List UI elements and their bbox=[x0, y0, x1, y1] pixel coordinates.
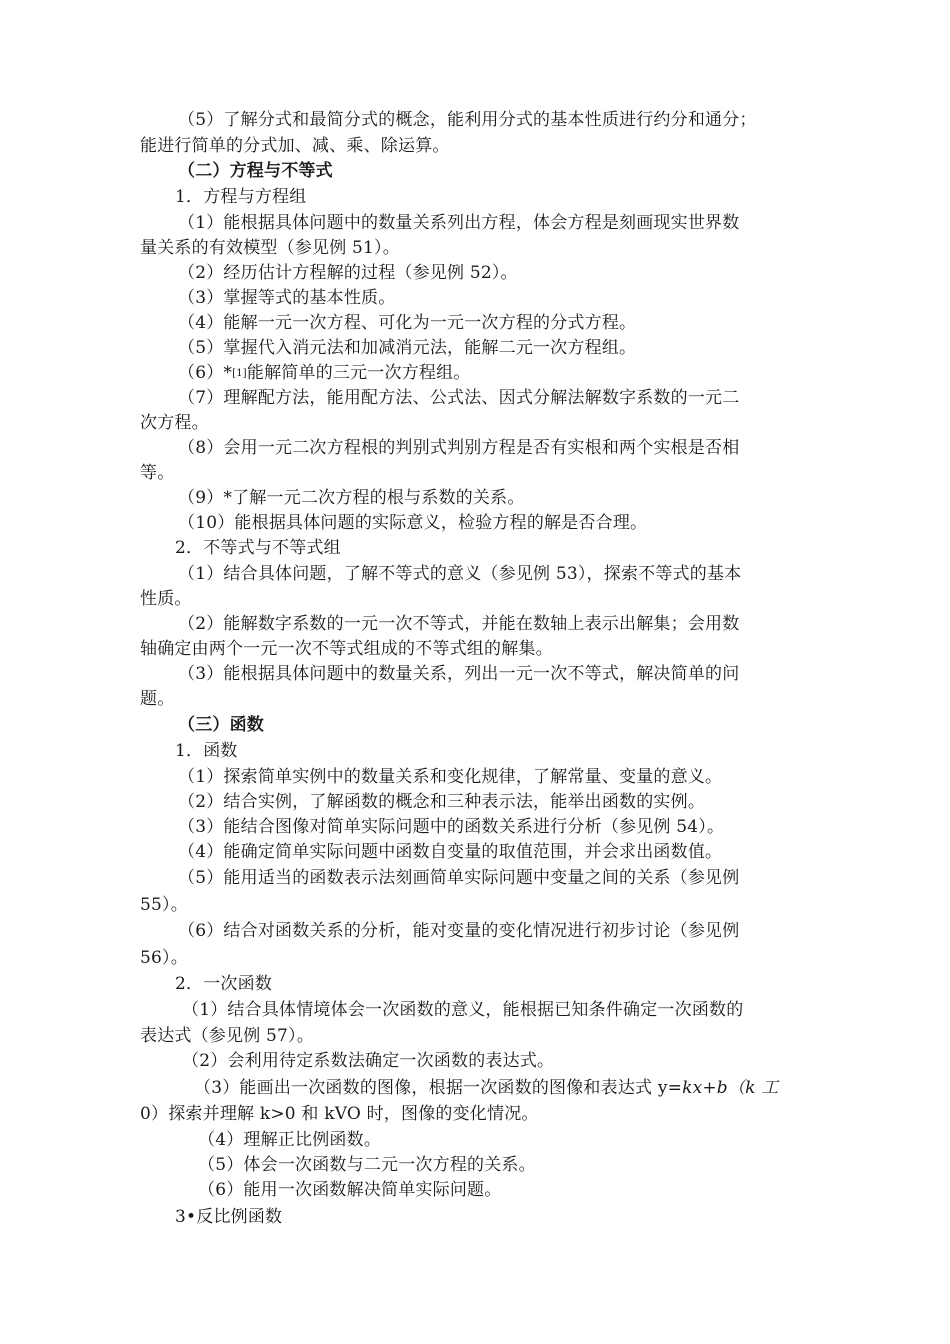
subsection-heading: 2．一次函数 bbox=[175, 974, 273, 994]
item-marker: （6）* bbox=[178, 363, 233, 383]
footnote-reference[interactable]: [1] bbox=[232, 368, 247, 379]
paragraph-line: （5）能用适当的函数表示法刻画简单实际问题中变量之间的关系（参见例 bbox=[178, 868, 740, 888]
paragraph-line: （2）结合实例，了解函数的概念和三种表示法，能举出函数的实例。 bbox=[178, 792, 706, 812]
item-text: （3）能画出一次函数的图像，根据一次函数的图像和表达式 y= bbox=[194, 1078, 683, 1098]
paragraph-line: （1）结合具体情境体会一次函数的意义，能根据已知条件确定一次函数的 bbox=[182, 1000, 744, 1020]
paragraph-line: （6）结合对函数关系的分析，能对变量的变化情况进行初步讨论（参见例 bbox=[178, 921, 740, 941]
paragraph-line: （3）掌握等式的基本性质。 bbox=[178, 288, 396, 308]
paragraph-line: （7）理解配方法，能用配方法、公式法、因式分解法解数字系数的一元二 bbox=[178, 388, 740, 408]
formula-text: kx+b（k 工 bbox=[682, 1078, 779, 1098]
item-text: 能解简单的三元一次方程组。 bbox=[246, 363, 471, 383]
paragraph-line: （6）能用一次函数解决简单实际问题。 bbox=[198, 1180, 502, 1200]
paragraph-line: （5）了解分式和最简分式的概念，能利用分式的基本性质进行约分和通分； bbox=[178, 110, 757, 130]
paragraph-line: （2）经历估计方程解的过程（参见例 52）。 bbox=[178, 263, 518, 283]
paragraph-line: 轴确定由两个一元一次不等式组成的不等式组的解集。 bbox=[140, 639, 553, 659]
paragraph-line: 等。 bbox=[140, 463, 175, 483]
section-heading: （三）函数 bbox=[178, 715, 264, 735]
paragraph-line: 能进行简单的分式加、减、乘、除运算。 bbox=[140, 136, 450, 156]
paragraph-line: （5）体会一次函数与二元一次方程的关系。 bbox=[198, 1155, 536, 1175]
paragraph-line: （1）探索简单实例中的数量关系和变化规律，了解常量、变量的意义。 bbox=[178, 767, 723, 787]
paragraph-line: （4）理解正比例函数。 bbox=[198, 1130, 382, 1150]
paragraph-line: （4）能解一元一次方程、可化为一元一次方程的分式方程。 bbox=[178, 313, 637, 333]
paragraph-line: （2）会利用待定系数法确定一次函数的表达式。 bbox=[182, 1051, 555, 1071]
paragraph-line: （8）会用一元二次方程根的判别式判别方程是否有实根和两个实根是否相 bbox=[178, 438, 740, 458]
section-heading: （二）方程与不等式 bbox=[178, 161, 333, 181]
paragraph-line bbox=[178, 361, 858, 386]
paragraph-line bbox=[194, 1076, 874, 1100]
paragraph-line: （5）掌握代入消元法和加减消元法，能解二元一次方程组。 bbox=[178, 338, 637, 358]
paragraph-line: 次方程。 bbox=[140, 413, 209, 433]
paragraph-line: 题。 bbox=[140, 689, 175, 709]
paragraph-line: （9）*了解一元二次方程的根与系数的关系。 bbox=[178, 488, 525, 508]
subsection-heading: 3•反比例函数 bbox=[175, 1207, 283, 1227]
paragraph-line: （1）结合具体问题，了解不等式的意义（参见例 53），探索不等式的基本 bbox=[178, 564, 742, 584]
paragraph-line: 性质。 bbox=[140, 589, 192, 609]
paragraph-line: （2）能解数字系数的一元一次不等式，并能在数轴上表示出解集；会用数 bbox=[178, 614, 740, 634]
paragraph-line: 55）。 bbox=[140, 895, 188, 915]
paragraph-line: 表达式（参见例 57）。 bbox=[140, 1026, 314, 1046]
subsection-heading: 1．函数 bbox=[175, 741, 238, 761]
paragraph-line: （1）能根据具体问题中的数量关系列出方程，体会方程是刻画现实世界数 bbox=[178, 213, 740, 233]
paragraph-line: 量关系的有效模型（参见例 51）。 bbox=[140, 238, 400, 258]
subsection-heading: 2．不等式与不等式组 bbox=[175, 538, 341, 558]
paragraph-line: （3）能根据具体问题中的数量关系，列出一元一次不等式，解决简单的问 bbox=[178, 664, 740, 684]
subsection-heading: 1．方程与方程组 bbox=[175, 187, 307, 207]
paragraph-line: （4）能确定简单实际问题中函数自变量的取值范围，并会求出函数值。 bbox=[178, 842, 723, 862]
paragraph-line: 56）。 bbox=[140, 948, 188, 968]
paragraph-line: （3）能结合图像对简单实际问题中的函数关系进行分析（参见例 54）。 bbox=[178, 817, 725, 837]
paragraph-line: 0）探索并理解 k>0 和 kVO 时，图像的变化情况。 bbox=[140, 1104, 539, 1124]
paragraph-line: （10）能根据具体问题的实际意义，检验方程的解是否合理。 bbox=[178, 513, 648, 533]
